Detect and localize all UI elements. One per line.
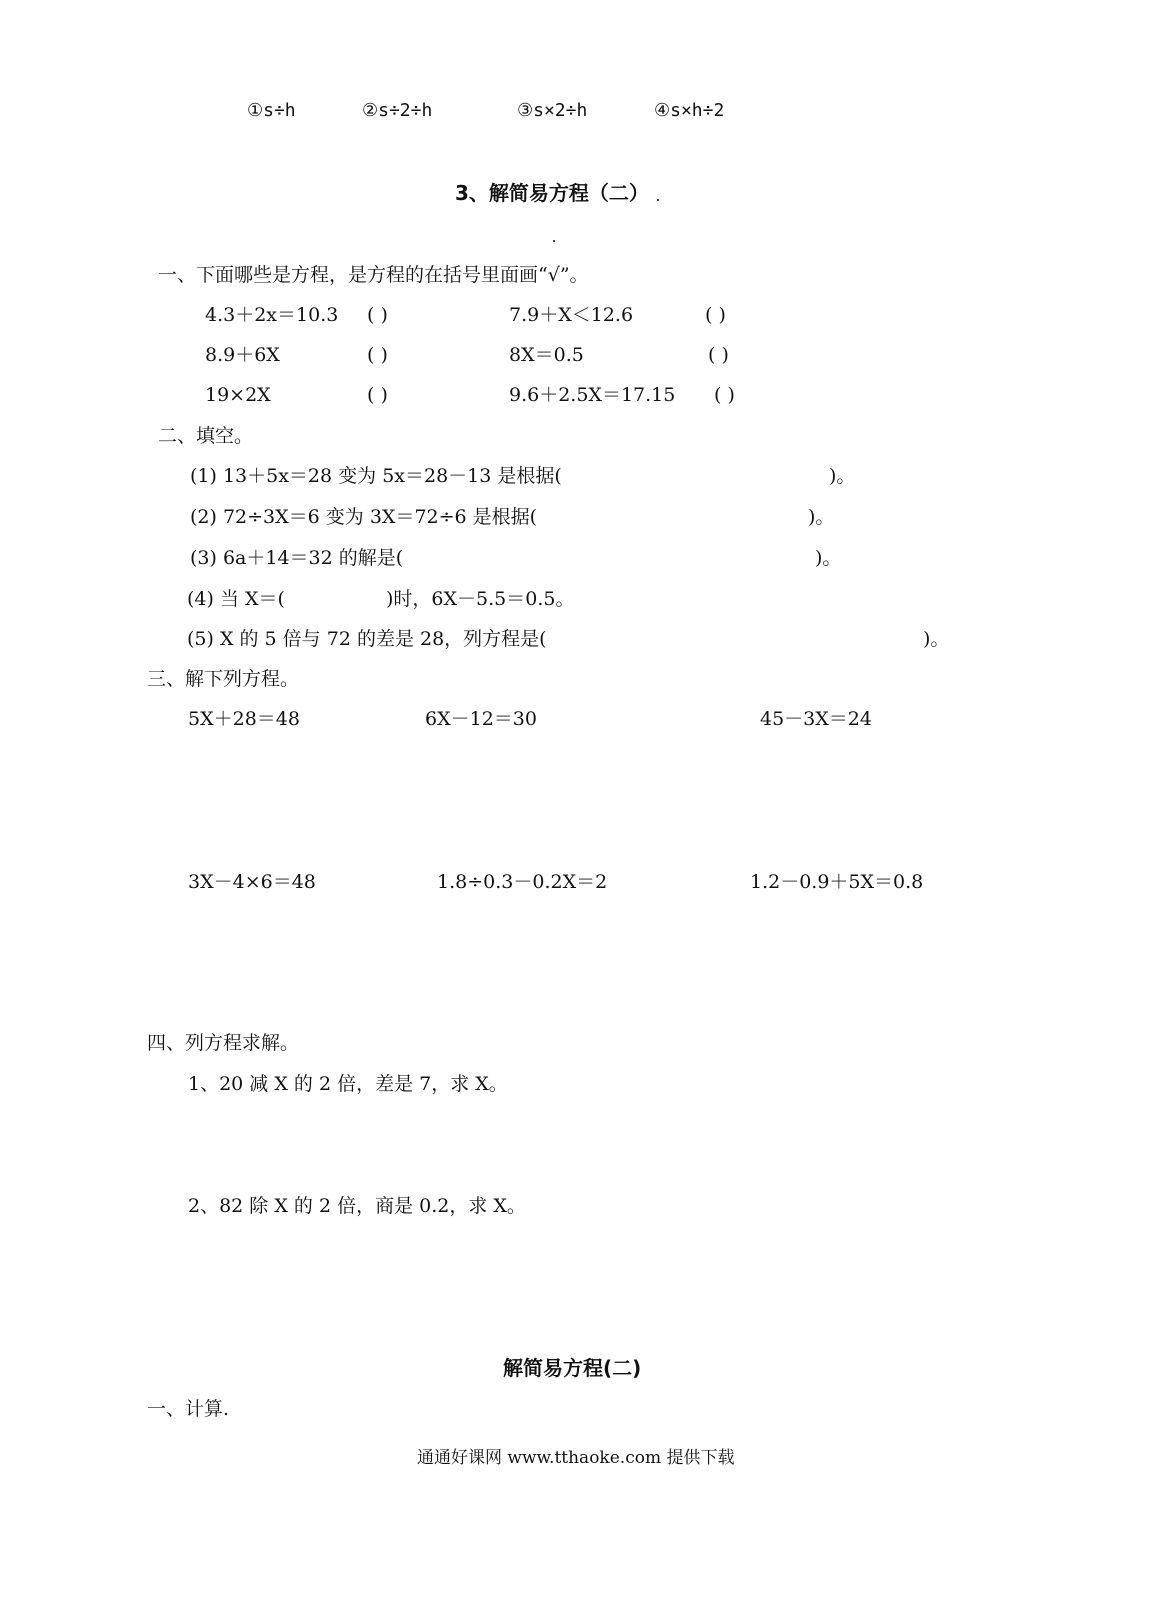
answer-paren: ( ) [714, 384, 735, 406]
scan-speck [657, 199, 659, 201]
solve-equation: 45－3X＝24 [760, 708, 872, 730]
section-5-heading: 一、计算. [147, 1398, 230, 1420]
fill-blank-close: )。 [923, 628, 950, 650]
equation-item: 7.9＋X＜12.6 [509, 304, 634, 326]
fill-blank-item: (5) X 的 5 倍与 72 的差是 28，列方程是( [187, 628, 547, 650]
answer-paren: ( ) [708, 344, 729, 366]
fill-blank-close: )。 [815, 547, 842, 569]
answer-paren: ( ) [367, 344, 388, 366]
section-3-heading: 三、解下列方程。 [147, 668, 300, 690]
solve-equation: 5X＋28＝48 [188, 708, 300, 730]
fill-blank-item: (1) 13＋5x＝28 变为 5x＝28－13 是根据( [190, 465, 562, 487]
answer-paren: ( ) [367, 384, 388, 406]
solve-equation: 1.8÷0.3－0.2X＝2 [437, 871, 608, 893]
fill-blank-item: (3) 6a＋14＝32 的解是( [190, 547, 404, 569]
option-4: ④s×h÷2 [654, 100, 725, 121]
fill-blank-close: )时，6X－5.5＝0.5。 [386, 588, 575, 610]
fill-blank-close: )。 [829, 465, 856, 487]
answer-paren: ( ) [705, 304, 726, 326]
page-title: 3、解简易方程（二） [455, 181, 649, 205]
equation-item: 19×2X [205, 384, 271, 406]
equation-item: 8.9＋6X [205, 344, 280, 366]
footer-text: 通通好课网 www.tthaoke.com 提供下载 [417, 1448, 735, 1468]
fill-blank-close: )。 [808, 506, 835, 528]
fill-blank-item: (4) 当 X＝( [187, 588, 285, 610]
section-1-heading: 一、下面哪些是方程，是方程的在括号里面画“√”。 [158, 264, 589, 286]
equation-item: 4.3＋2x＝10.3 [205, 304, 339, 326]
option-1: ①s÷h [247, 100, 296, 121]
section-4-heading: 四、列方程求解。 [147, 1032, 300, 1054]
equation-item: 9.6＋2.5X＝17.15 [509, 384, 676, 406]
fill-blank-item: (2) 72÷3X＝6 变为 3X＝72÷6 是根据( [190, 506, 538, 528]
option-2: ②s÷2÷h [362, 100, 433, 121]
option-3: ③s×2÷h [517, 100, 588, 121]
scan-speck [553, 240, 555, 242]
solve-equation: 3X－4×6＝48 [188, 871, 316, 893]
word-problem: 2、82 除 X 的 2 倍，商是 0.2，求 X。 [188, 1195, 526, 1217]
solve-equation: 6X－12＝30 [425, 708, 537, 730]
section-title-2: 解简易方程(二) [503, 1356, 642, 1380]
solve-equation: 1.2－0.9＋5X＝0.8 [750, 871, 924, 893]
equation-item: 8X＝0.5 [509, 344, 584, 366]
word-problem: 1、20 减 X 的 2 倍，差是 7，求 X。 [188, 1073, 508, 1095]
section-2-heading: 二、填空。 [158, 425, 254, 447]
answer-paren: ( ) [367, 304, 388, 326]
